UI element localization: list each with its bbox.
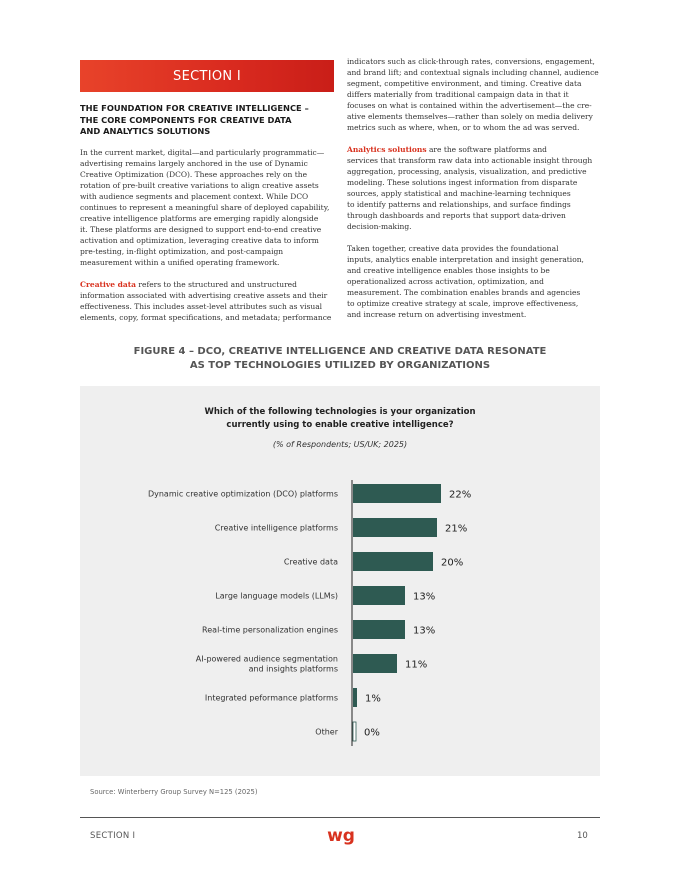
highlighted-term: Creative data <box>80 280 137 289</box>
right-column <box>347 56 601 331</box>
text-line: differs materially from traditional campaign data in that it <box>347 90 569 99</box>
figure-title-line: AS TOP TECHNOLOGIES UTILIZED BY ORGANIZATIONS <box>189 359 491 371</box>
bar <box>353 654 397 673</box>
page-number: 10 <box>577 831 588 841</box>
value-label: 0% <box>364 727 380 739</box>
chart-subtitle: (% of Respondents; US/UK; 2025) <box>272 440 408 449</box>
category-label: Other <box>315 727 338 737</box>
text-line: measurement within a unified operating framework. <box>80 258 280 267</box>
chart-panel <box>80 386 600 776</box>
text-line: continues to represent a meaningful share of deployed capability, <box>80 203 330 212</box>
text-line <box>80 279 334 290</box>
creative-data-continued-paragraph <box>347 56 601 133</box>
text-line: and creative intelligence enables those insights to be <box>347 266 550 275</box>
category-label: Real-time personalization engines <box>202 625 338 635</box>
text-line: and increase return on advertising investment. <box>347 310 527 319</box>
text-line: operationalized across activation, optimization, and <box>347 277 544 286</box>
heading-line: THE CORE COMPONENTS FOR CREATIVE DATA <box>80 114 292 125</box>
left-column <box>80 147 334 334</box>
text-line: pre-testing, in-flight optimization, and post-campaign <box>80 247 284 256</box>
category-label: AI-powered audience segmentation <box>195 654 338 664</box>
text-line: decision-making. <box>347 222 412 231</box>
analytics-solutions-paragraph <box>347 144 601 232</box>
value-label: 22% <box>449 489 472 501</box>
highlighted-term: Analytics solutions <box>347 145 427 154</box>
category-label: and insights platforms <box>248 664 338 674</box>
text-line: activation and optimization, leveraging creative data to inform <box>80 236 319 245</box>
section-banner: SECTION I <box>80 60 334 92</box>
text-line: aggregation, processing, analysis, visualization, and predictive <box>347 167 587 176</box>
svg-text:wg: wg <box>327 826 355 846</box>
text-line: Creative Optimization (DCO). These approaches rely on the <box>80 170 308 179</box>
category-label: Creative intelligence platforms <box>214 523 338 533</box>
value-label: 13% <box>413 625 436 637</box>
text-line: it. These platforms are designed to support end-to-end creative <box>80 225 322 234</box>
text-line: to optimize creative strategy at scale, improve effectiveness, <box>347 299 579 308</box>
bar <box>353 620 405 639</box>
text-line: and brand lift; and contextual signals including channel, audience <box>347 68 599 77</box>
bar <box>353 484 441 503</box>
figure-title <box>80 345 600 372</box>
value-label: 13% <box>413 591 436 603</box>
text-line: elements, copy, format specifications, and metadata; performance <box>80 313 332 322</box>
bar <box>353 552 433 571</box>
text-line: to identify patterns and relationships, and surface findings <box>347 200 571 209</box>
chart-question-line: Which of the following technologies is your organization <box>204 407 476 417</box>
category-label: Large language models (LLMs) <box>215 591 338 601</box>
text-line: measurement. The combination enables brands and agencies <box>347 288 581 297</box>
chart-question-line: currently using to enable creative intelligence? <box>226 419 454 430</box>
text-fragment: are the software platforms and <box>426 145 547 154</box>
text-line: segment, competitive environment, and timing. Creative data <box>347 79 582 88</box>
wg-logo <box>327 824 355 850</box>
intro-paragraph <box>80 147 334 268</box>
category-label: Integrated peformance platforms <box>204 693 338 703</box>
footer-section-label: SECTION I <box>90 831 136 841</box>
text-line: Taken together, creative data provides the foundational <box>347 244 559 253</box>
text-line: rotation of pre-built creative variations to align creative assets <box>80 181 319 190</box>
source-note: Source: Winterberry Group Survey N=125 (2025) <box>90 788 258 796</box>
text-line: effectiveness. This includes asset-level attributes such as visual <box>80 302 323 311</box>
text-line: inputs, analytics enable interpretation and insight generation, <box>347 255 584 264</box>
value-label: 20% <box>441 557 464 569</box>
text-line: modeling. These solutions ingest information from disparate <box>347 178 578 187</box>
text-line: sources, apply statistical and machine-learning techniques <box>347 189 571 198</box>
text-line: creative intelligence platforms are emerging rapidly alongside <box>80 214 319 223</box>
section-heading <box>80 103 336 138</box>
bar <box>353 586 405 605</box>
creative-data-paragraph <box>80 279 334 323</box>
value-label: 11% <box>405 659 428 671</box>
text-line <box>347 144 601 155</box>
figure-title-line: FIGURE 4 – DCO, CREATIVE INTELLIGENCE AND CREATIVE DATA RESONATE <box>133 346 547 357</box>
text-line: services that transform raw data into actionable insight through <box>347 156 593 165</box>
footer-divider <box>80 817 600 818</box>
text-line: with audience segments and placement context. While DCO <box>80 192 309 201</box>
text-line: focuses on what is contained within the advertisement—the cre- <box>347 101 592 110</box>
text-line: metrics such as where, when, or to whom the ad was served. <box>347 123 580 132</box>
summary-paragraph <box>347 243 601 320</box>
heading-line: AND ANALYTICS SOLUTIONS <box>80 126 211 136</box>
bar <box>353 722 356 741</box>
category-label: Creative data <box>283 557 338 567</box>
bar <box>353 688 357 707</box>
text-line: indicators such as click-through rates, conversions, engagement, <box>347 57 595 66</box>
text-line: advertising remains largely anchored in the use of Dynamic <box>80 159 308 168</box>
text-fragment: refers to the structured and unstructured <box>136 280 297 289</box>
value-label: 21% <box>445 523 468 535</box>
text-line: In the current market, digital—and particularly programmatic— <box>80 148 325 157</box>
bar <box>353 518 437 537</box>
heading-line: THE FOUNDATION FOR CREATIVE INTELLIGENCE – <box>80 103 309 113</box>
text-line: information associated with advertising creative assets and their <box>80 291 328 300</box>
bar-chart <box>80 386 600 776</box>
value-label: 1% <box>365 693 381 705</box>
text-line: through dashboards and reports that support data-driven <box>347 211 566 220</box>
text-line: ative elements themselves—rather than solely on media delivery <box>347 112 593 121</box>
category-label: Dynamic creative optimization (DCO) platforms <box>147 489 338 499</box>
